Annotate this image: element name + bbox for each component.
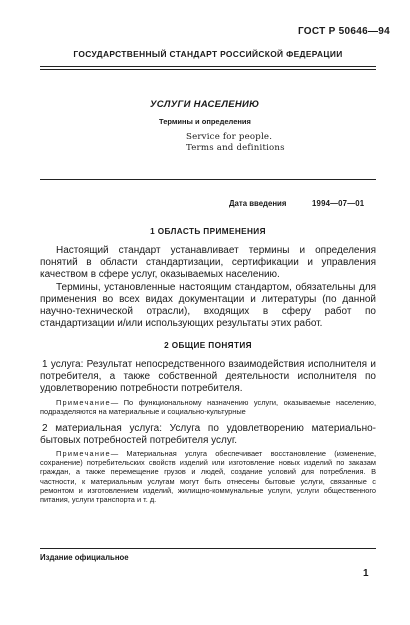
introduction-date: 1994—07—01 <box>312 199 365 208</box>
note-label: Примечание <box>56 449 111 458</box>
official-edition-label: Издание официальное <box>40 553 129 562</box>
document-subtitle: Термины и определения <box>159 117 251 126</box>
state-standard-heading: ГОСУДАРСТВЕННЫЙ СТАНДАРТ РОССИЙСКОЙ ФЕДЕРАЦИИ <box>73 49 343 59</box>
note-text: — Материальная услуга обеспечивает восстановление (изменение, сохранение) потребительских свойств изделий или изготовление новых изделий по заказам граждан, а также перемещение грузов и людей, создание условий для потребления. В частности, к материальным услугам могут быть отнесены бытовые услуги, связанные с ремонтом и изготовлением изделий, жилищно-коммунальные услуги, услуги общественного питания, услуги транспорта и т. д. <box>40 449 376 505</box>
note-text: — По функциональному назначению услуги, оказываемые населению, подразделяются на материальные и социально-культурные <box>40 398 376 417</box>
english-title <box>186 132 285 154</box>
note-label: Примечание <box>56 398 111 407</box>
scope-paragraph-1 <box>40 245 376 281</box>
scope-paragraph-2 <box>40 282 376 330</box>
term-text: 1 услуга: Результат непосредственного взаимодействия исполнителя и потребителя, а также собственной деятельности исполнителя по удовлетворению потребности потребителя. <box>40 359 376 394</box>
paragraph-text: Термины, установленные настоящим стандартом, обязательны для применения во всех видах документации и литературы (по данной научно-технической отрасли), входящих в сферу работ по стандартизации и/или использующих результаты этих работ. <box>40 282 376 329</box>
term-text: 2 материальная услуга: Услуга по удовлетворению материально-бытовых потребностей потребителя услуг. <box>40 423 376 446</box>
term-entry-1 <box>40 359 376 395</box>
section-heading-general: 2 ОБЩИЕ ПОНЯТИЯ <box>164 341 252 350</box>
section-heading-scope: 1 ОБЛАСТЬ ПРИМЕНЕНИЯ <box>150 227 266 236</box>
top-rule <box>40 66 376 67</box>
term-entry-2 <box>40 423 376 447</box>
middle-rule <box>40 179 376 180</box>
document-title: УСЛУГИ НАСЕЛЕНИЮ <box>150 99 260 110</box>
introduction-date-label: Дата введения <box>229 199 287 208</box>
term-note-2 <box>40 449 376 504</box>
standard-code: ГОСТ Р 50646—94 <box>297 26 390 37</box>
paragraph-text: Настоящий стандарт устанавливает термины и определения понятий в области стандартизации, сертификации и управления качеством в сфере услуг, оказываемых населению. <box>40 245 376 280</box>
footer-rule <box>40 548 376 549</box>
english-title-line-1: Service for people. <box>186 132 273 142</box>
page-number: 1 <box>363 568 369 579</box>
english-title-line-2: Terms and definitions <box>186 143 285 153</box>
term-note-1 <box>40 398 376 416</box>
top-rule-thin <box>40 69 376 70</box>
